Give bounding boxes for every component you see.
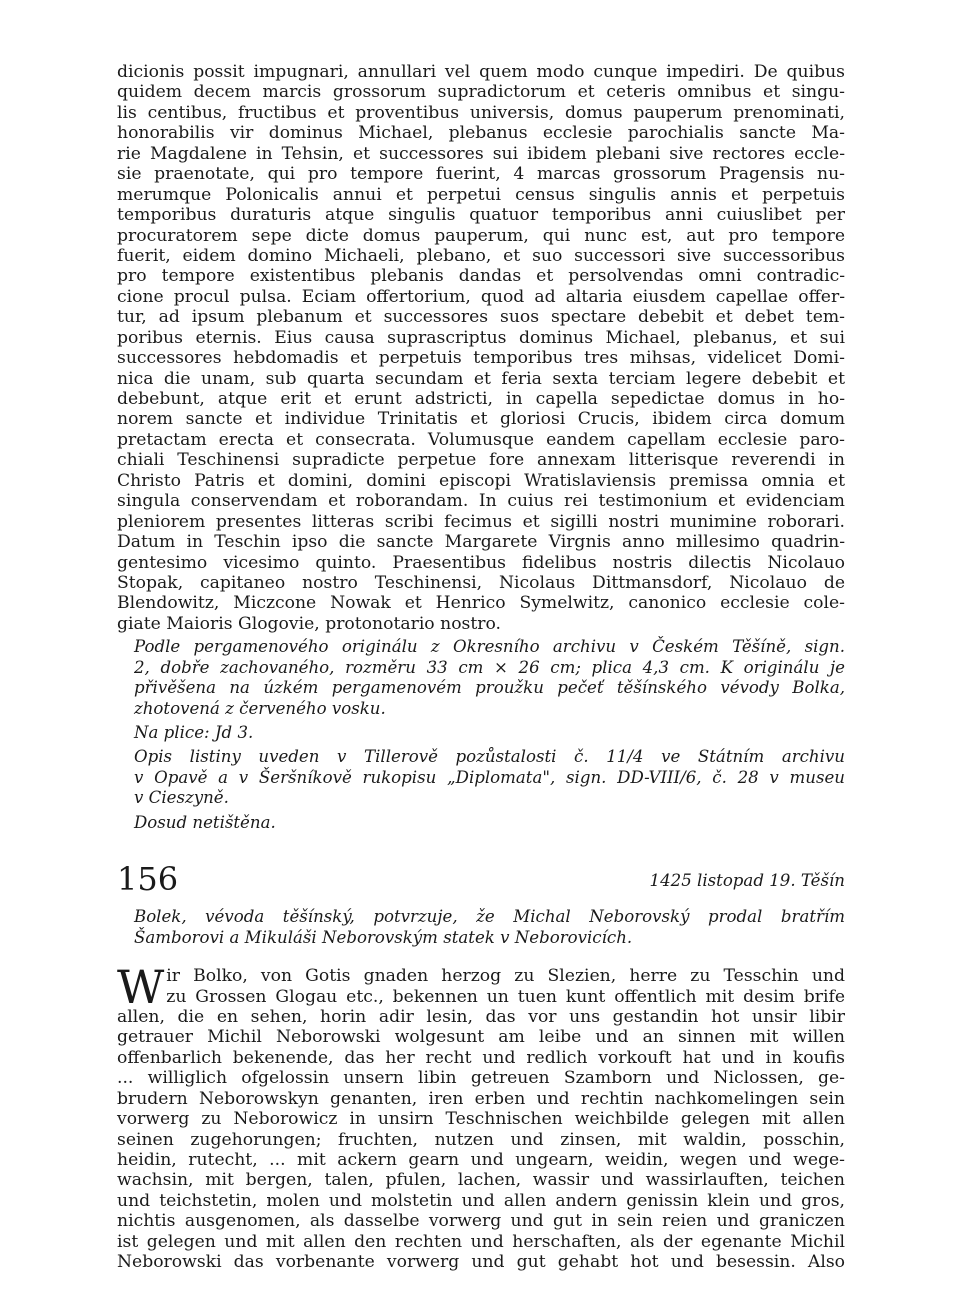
latin-line: pro tempore existentibus plebanis dandas et persolvendas omni contradic- — [117, 266, 845, 287]
german-line: ir Bolko, von Gotis gnaden herzog zu Slezien, herre zu Tesschin und — [166, 966, 845, 987]
latin-line: Christo Patris et domini, domini episcopi Wratislaviensis premissa omnia et — [117, 470, 845, 491]
german-line: vorwerg zu Neborowicz in unsirn Teschnischen weichbilde gelegen mit allen — [117, 1109, 845, 1130]
latin-line: lis centibus, fructibus et proventibus universis, domus pauperum prenominati, — [117, 102, 845, 123]
latin-line: temporibus duraturis atque singulis quatuor temporibus anni cuiuslibet per — [117, 205, 845, 226]
unpublished-note: Dosud netištěna. — [134, 812, 276, 832]
regest-line: Bolek, vévoda těšínský, potvrzuje, že Michal Neborovský prodal bratřím — [134, 907, 845, 927]
document-header — [117, 859, 845, 905]
german-line: nichtis ausgenomen, als dasselbe vorwerg und gut in sein reien und graniczen — [117, 1211, 845, 1232]
german-text-block — [117, 960, 845, 1273]
copy-note-line: v Opavě a v Šeršníkově rukopisu „Diplomata", sign. DD-VIII/6, č. 28 v museu — [134, 767, 845, 787]
latin-line: giate Maioris Glogovie, protonotario nostro. — [117, 613, 501, 634]
archival-note — [117, 637, 845, 833]
latin-line: nica die unam, sub quarta secundam et feria sexta terciam legere debebit et — [117, 368, 845, 389]
german-line: ... williglich ofgelossin unsern libin getreuen Szamborn und Niclossen, ge- — [117, 1068, 845, 1089]
latin-line: cione procul pulsa. Eciam offertorium, quod ad altaria eiusdem capellae offer- — [117, 286, 845, 307]
copy-note-line: Opis listiny uveden v Tillerově pozůstalosti č. 11/4 ve Státním archivu — [134, 747, 845, 767]
german-line: wachsin, mit bergen, talen, pfulen, lachen, wassir und wassirlauften, teichen — [117, 1170, 845, 1191]
latin-line: quidem decem marcis grossorum supradictorum et ceteris omnibus et singu- — [117, 82, 845, 103]
latin-line: honorabilis vir dominus Michael, plebanus ecclesie parochialis sancte Ma- — [117, 123, 845, 144]
note-line: zhotovená z červeného vosku. — [134, 698, 386, 718]
german-line: Neborowski das vorbenante vorwerg und gut gehabt hot und besessin. Also — [117, 1252, 845, 1273]
german-opening — [117, 960, 845, 1015]
german-line: getrauer Michil Neborowski wolgesunt am leibe und an sinnen mit willen — [117, 1027, 845, 1048]
latin-line: gentesimo vicesimo quinto. Praesentibus fidelibus nostris dilectis Nicolauo — [117, 552, 845, 573]
document-date: 1425 listopad 19. Těšín — [649, 871, 845, 891]
latin-line: dicionis possit impugnari, annullari vel quem modo cunque impediri. De quibus — [117, 62, 845, 82]
note-line: Podle pergamenového originálu z Okresního archivu v Českém Těšíně, sign. — [134, 637, 845, 657]
plica-note: Na plice: Jd 3. — [134, 723, 254, 742]
german-line: und teichstetin, molen und molstetin und allen andern genissin klein und gros, — [117, 1190, 845, 1211]
latin-line: singula conservendam et roborandam. In cuius rei testimonium et evidenciam — [117, 491, 845, 512]
latin-line: successores hebdomadis et perpetuis temporibus tres mihsas, videlicet Domi- — [117, 348, 845, 369]
latin-line: rie Magdalene in Tehsin, et successores sui ibidem plebani sive rectores eccle- — [117, 143, 845, 164]
latin-line: sie praenotate, qui pro tempore fuerint, 4 marcas grossorum Pragensis nu- — [117, 164, 845, 185]
document-regest — [117, 907, 845, 948]
latin-line: tur, ad ipsum plebanum et successores suos spectare debebit et debet tem- — [117, 307, 845, 328]
drop-capital: W — [117, 960, 165, 1015]
regest-line: Šamborovi a Mikuláši Neborovským statek v Neborovicích. — [134, 927, 633, 947]
latin-line: pleniorem presentes litteras scribi fecimus et sigilli nostri munimine roborari. — [117, 511, 845, 532]
latin-line: Blendowitz, Miczcone Nowak et Henrico Symelwitz, canonico ecclesie cole- — [117, 593, 845, 614]
document-page — [117, 62, 845, 1273]
latin-line: norem sancte et individue Trinitatis et gloriosi Crucis, ibidem circa domum — [117, 409, 845, 430]
german-line: ist gelegen und mit allen den rechten und herschaften, als der egenante Michil — [117, 1231, 845, 1252]
latin-line: poribus eternis. Eius causa suprascriptus dominus Michael, plebanus, et sui — [117, 327, 845, 348]
latin-text-block — [117, 62, 845, 634]
latin-line: Datum in Teschin ipso die sancte Margarete Virgnis anno millesimo quadrin- — [117, 532, 845, 553]
document-number: 156 — [117, 860, 179, 899]
latin-line: merumque Polonicalis annui et perpetui census singulis annis et perpetuis — [117, 184, 845, 205]
german-line: zu Grossen Glogau etc., bekennen un tuen kunt offentlich mit desim brife — [166, 986, 845, 1007]
latin-line: procuratorem sepe dicte domus pauperum, qui nunc est, aut pro tempore — [117, 225, 845, 246]
note-line: přivěšena na úzkém pergamenovém proužku pečeť těšínského vévody Bolka, — [134, 678, 845, 698]
note-line: 2, dobře zachovaného, rozměru 33 cm × 26 cm; plica 4,3 cm. K originálu je — [134, 657, 845, 677]
german-line: brudern Neborowskyn genanten, iren erben und rechtin nachkomelingen sein — [117, 1088, 845, 1109]
latin-line: Stopak, capitaneo nostro Teschinensi, Nicolaus Dittmansdorf, Nicolauo de — [117, 572, 845, 593]
latin-line: debebunt, atque erit et erunt adstricti, in capella sepedictae domus in ho- — [117, 389, 845, 409]
german-line: heidin, rutecht, ... mit ackern gearn und ungearn, weidin, wegen und wege- — [117, 1150, 845, 1170]
german-line: seinen zugehorungen; fruchten, nutzen und zinsen, mit waldin, posschin, — [117, 1129, 845, 1150]
german-line: offenbarlich bekenende, das her recht und redlich vorkouft hat und in koufis — [117, 1047, 845, 1068]
latin-line: pretactam erecta et consecrata. Volumusque eandem capellam ecclesie paro- — [117, 429, 845, 450]
german-line: allen, die en sehen, horin adir lesin, das vor uns gestandin hot unsir libir — [117, 1006, 845, 1027]
latin-line: fuerit, eidem domino Michaeli, plebano, et suo successori sive successoribus — [117, 245, 845, 266]
copy-note-line: v Cieszyně. — [134, 788, 229, 808]
latin-line: chiali Teschinensi supradicte perpetue fore annexam litterisque reverendi in — [117, 450, 845, 471]
